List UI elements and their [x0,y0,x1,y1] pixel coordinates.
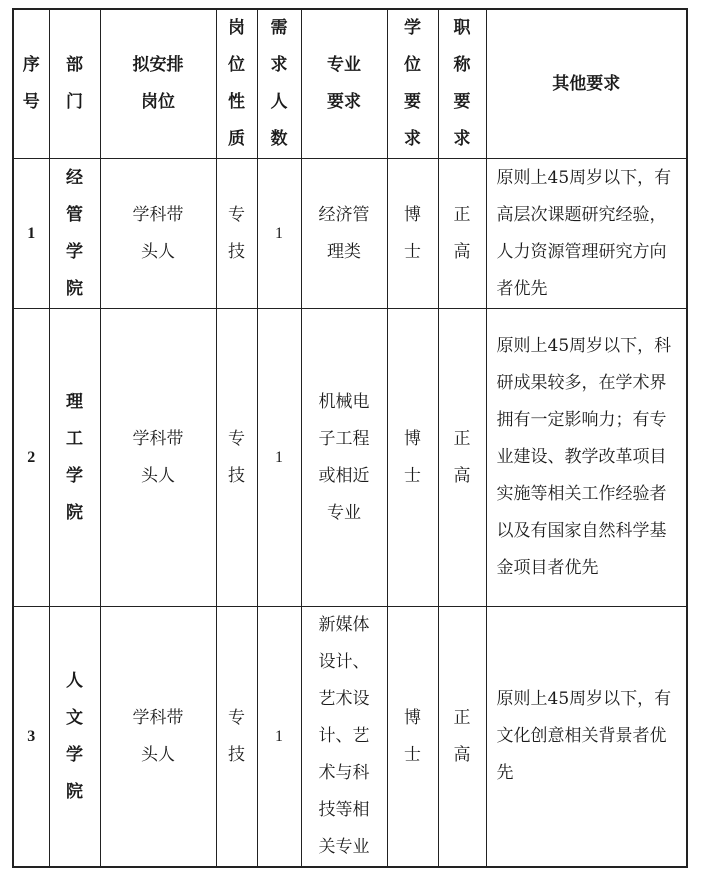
row1-major: 经济管理类 [301,159,387,309]
row1-other: 原则上45周岁以下，有高层次课题研究经验，人力资源管理研究方向者优先 [486,159,687,309]
table-row [13,607,687,868]
header-title: 职称要求 [438,9,486,159]
row1-position: 学科带头人 [100,159,216,309]
row1-title: 正高 [438,159,486,309]
header-degree: 学位要求 [387,9,438,159]
row3-nature: 专技 [216,607,257,868]
row3-dept: 人文学院 [49,607,100,868]
row3-position: 学科带头人 [100,607,216,868]
recruitment-table [12,8,688,868]
header-count: 需求人数 [257,9,301,159]
row1-seq: 1 [13,159,49,309]
row3-seq: 3 [13,607,49,868]
row3-degree: 博士 [387,607,438,868]
header-dept: 部门 [49,9,100,159]
header-other: 其他要求 [486,9,687,159]
row2-position: 学科带头人 [100,309,216,607]
header-position: 拟安排岗位 [100,9,216,159]
row1-nature: 专技 [216,159,257,309]
row3-count: 1 [257,607,301,868]
header-row [13,9,687,159]
row2-dept: 理工学院 [49,309,100,607]
header-nature: 岗位性质 [216,9,257,159]
header-seq: 序号 [13,9,49,159]
row2-major: 机械电子工程或相近专业 [301,309,387,607]
row1-count: 1 [257,159,301,309]
table-row [13,159,687,309]
row3-major: 新媒体设计、艺术设计、艺术与科技等相关专业 [301,607,387,868]
row1-dept: 经管学院 [49,159,100,309]
header-major: 专业要求 [301,9,387,159]
table-row [13,309,687,607]
row2-other: 原则上45周岁以下，科研成果较多，在学术界拥有一定影响力；有专业建设、教学改革项目实施等相关工作经验者以及有国家自然科学基金项目者优先 [486,309,687,607]
row2-count: 1 [257,309,301,607]
row2-seq: 2 [13,309,49,607]
row3-other: 原则上45周岁以下，有文化创意相关背景者优先 [486,607,687,868]
row1-degree: 博士 [387,159,438,309]
row2-title: 正高 [438,309,486,607]
row2-nature: 专技 [216,309,257,607]
row2-degree: 博士 [387,309,438,607]
row3-title: 正高 [438,607,486,868]
